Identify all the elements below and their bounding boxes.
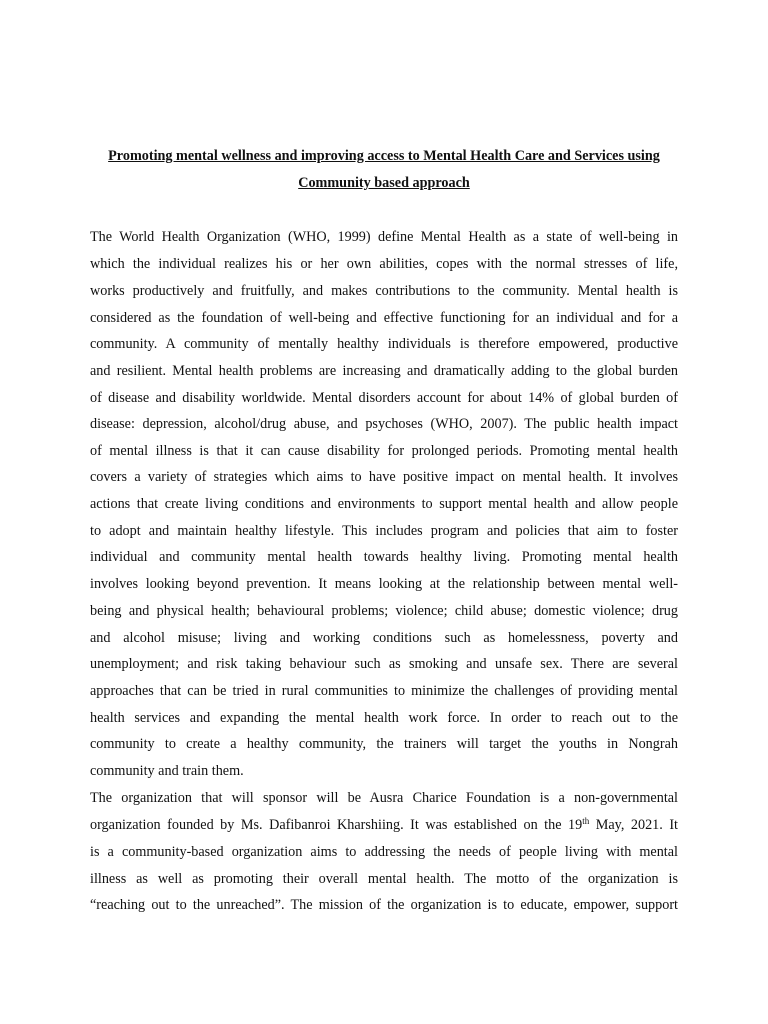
document-title-line-2: Community based approach	[298, 175, 470, 191]
paragraph-text: May, 2021. It	[589, 817, 678, 833]
paragraph-line: and resilient. Mental health problems are increasing and dramatically adding to the global burden	[90, 363, 678, 379]
paragraph-line: to adopt and maintain healthy lifestyle. This includes program and policies that aim to foster	[90, 523, 678, 539]
paragraph-line: considered as the foundation of well-being and effective functioning for an individual and for a	[90, 310, 678, 326]
paragraph-line: illness as well as promoting their overall mental health. The motto of the organization is	[90, 871, 678, 887]
paragraph-line: of disease and disability worldwide. Mental disorders account for about 14% of global burden of	[90, 390, 678, 406]
paragraph-line: works productively and fruitfully, and makes contributions to the community. Mental health is	[90, 283, 678, 299]
paragraph-line: covers a variety of strategies which aims to have positive impact on mental health. It involves	[90, 469, 678, 485]
paragraph-line: and alcohol misuse; living and working conditions such as homelessness, poverty and	[90, 630, 678, 646]
paragraph-line: involves looking beyond prevention. It means looking at the relationship between mental well-	[90, 576, 678, 592]
paragraph-line: community and train them.	[90, 763, 244, 779]
paragraph-line: individual and community mental health towards healthy living. Promoting mental health	[90, 549, 678, 565]
paragraph-text: organization founded by Ms. Dafibanroi Kharshiing. It was established on the 19	[90, 817, 583, 833]
paragraph-line: is a community-based organization aims to addressing the needs of people living with mental	[90, 844, 678, 860]
paragraph-line: actions that create living conditions and environments to support mental health and allow people	[90, 496, 678, 512]
paragraph-line: approaches that can be tried in rural communities to minimize the challenges of providing mental	[90, 683, 678, 699]
paragraph-line	[90, 817, 678, 833]
paragraph-line: disease: depression, alcohol/drug abuse, and psychoses (WHO, 2007). The public health impact	[90, 416, 678, 432]
ordinal-suffix: th	[582, 816, 590, 826]
paragraph-line: “reaching out to the unreached”. The mission of the organization is to educate, empower, support	[90, 897, 678, 913]
paragraph-line: which the individual realizes his or her own abilities, copes with the normal stresses of life,	[90, 256, 678, 272]
paragraph-line: The World Health Organization (WHO, 1999) define Mental Health as a state of well-being in	[90, 229, 678, 245]
paragraph-line: unemployment; and risk taking behaviour such as smoking and unsafe sex. There are several	[90, 656, 678, 672]
paragraph-line: community. A community of mentally healthy individuals is therefore empowered, productive	[90, 336, 678, 352]
paragraph-line: community to create a healthy community, the trainers will target the youths in Nongrah	[90, 736, 678, 752]
paragraph-line: of mental illness is that it can cause disability for prolonged periods. Promoting mental health	[90, 443, 678, 459]
paragraph-line: being and physical health; behavioural problems; violence; child abuse; domestic violence; drug	[90, 603, 678, 619]
paragraph-line: health services and expanding the mental health work force. In order to reach out to the	[90, 710, 678, 726]
paragraph-line: The organization that will sponsor will be Ausra Charice Foundation is a non-governmental	[90, 790, 678, 806]
document-title-line-1: Promoting mental wellness and improving access to Mental Health Care and Services using	[108, 148, 660, 164]
